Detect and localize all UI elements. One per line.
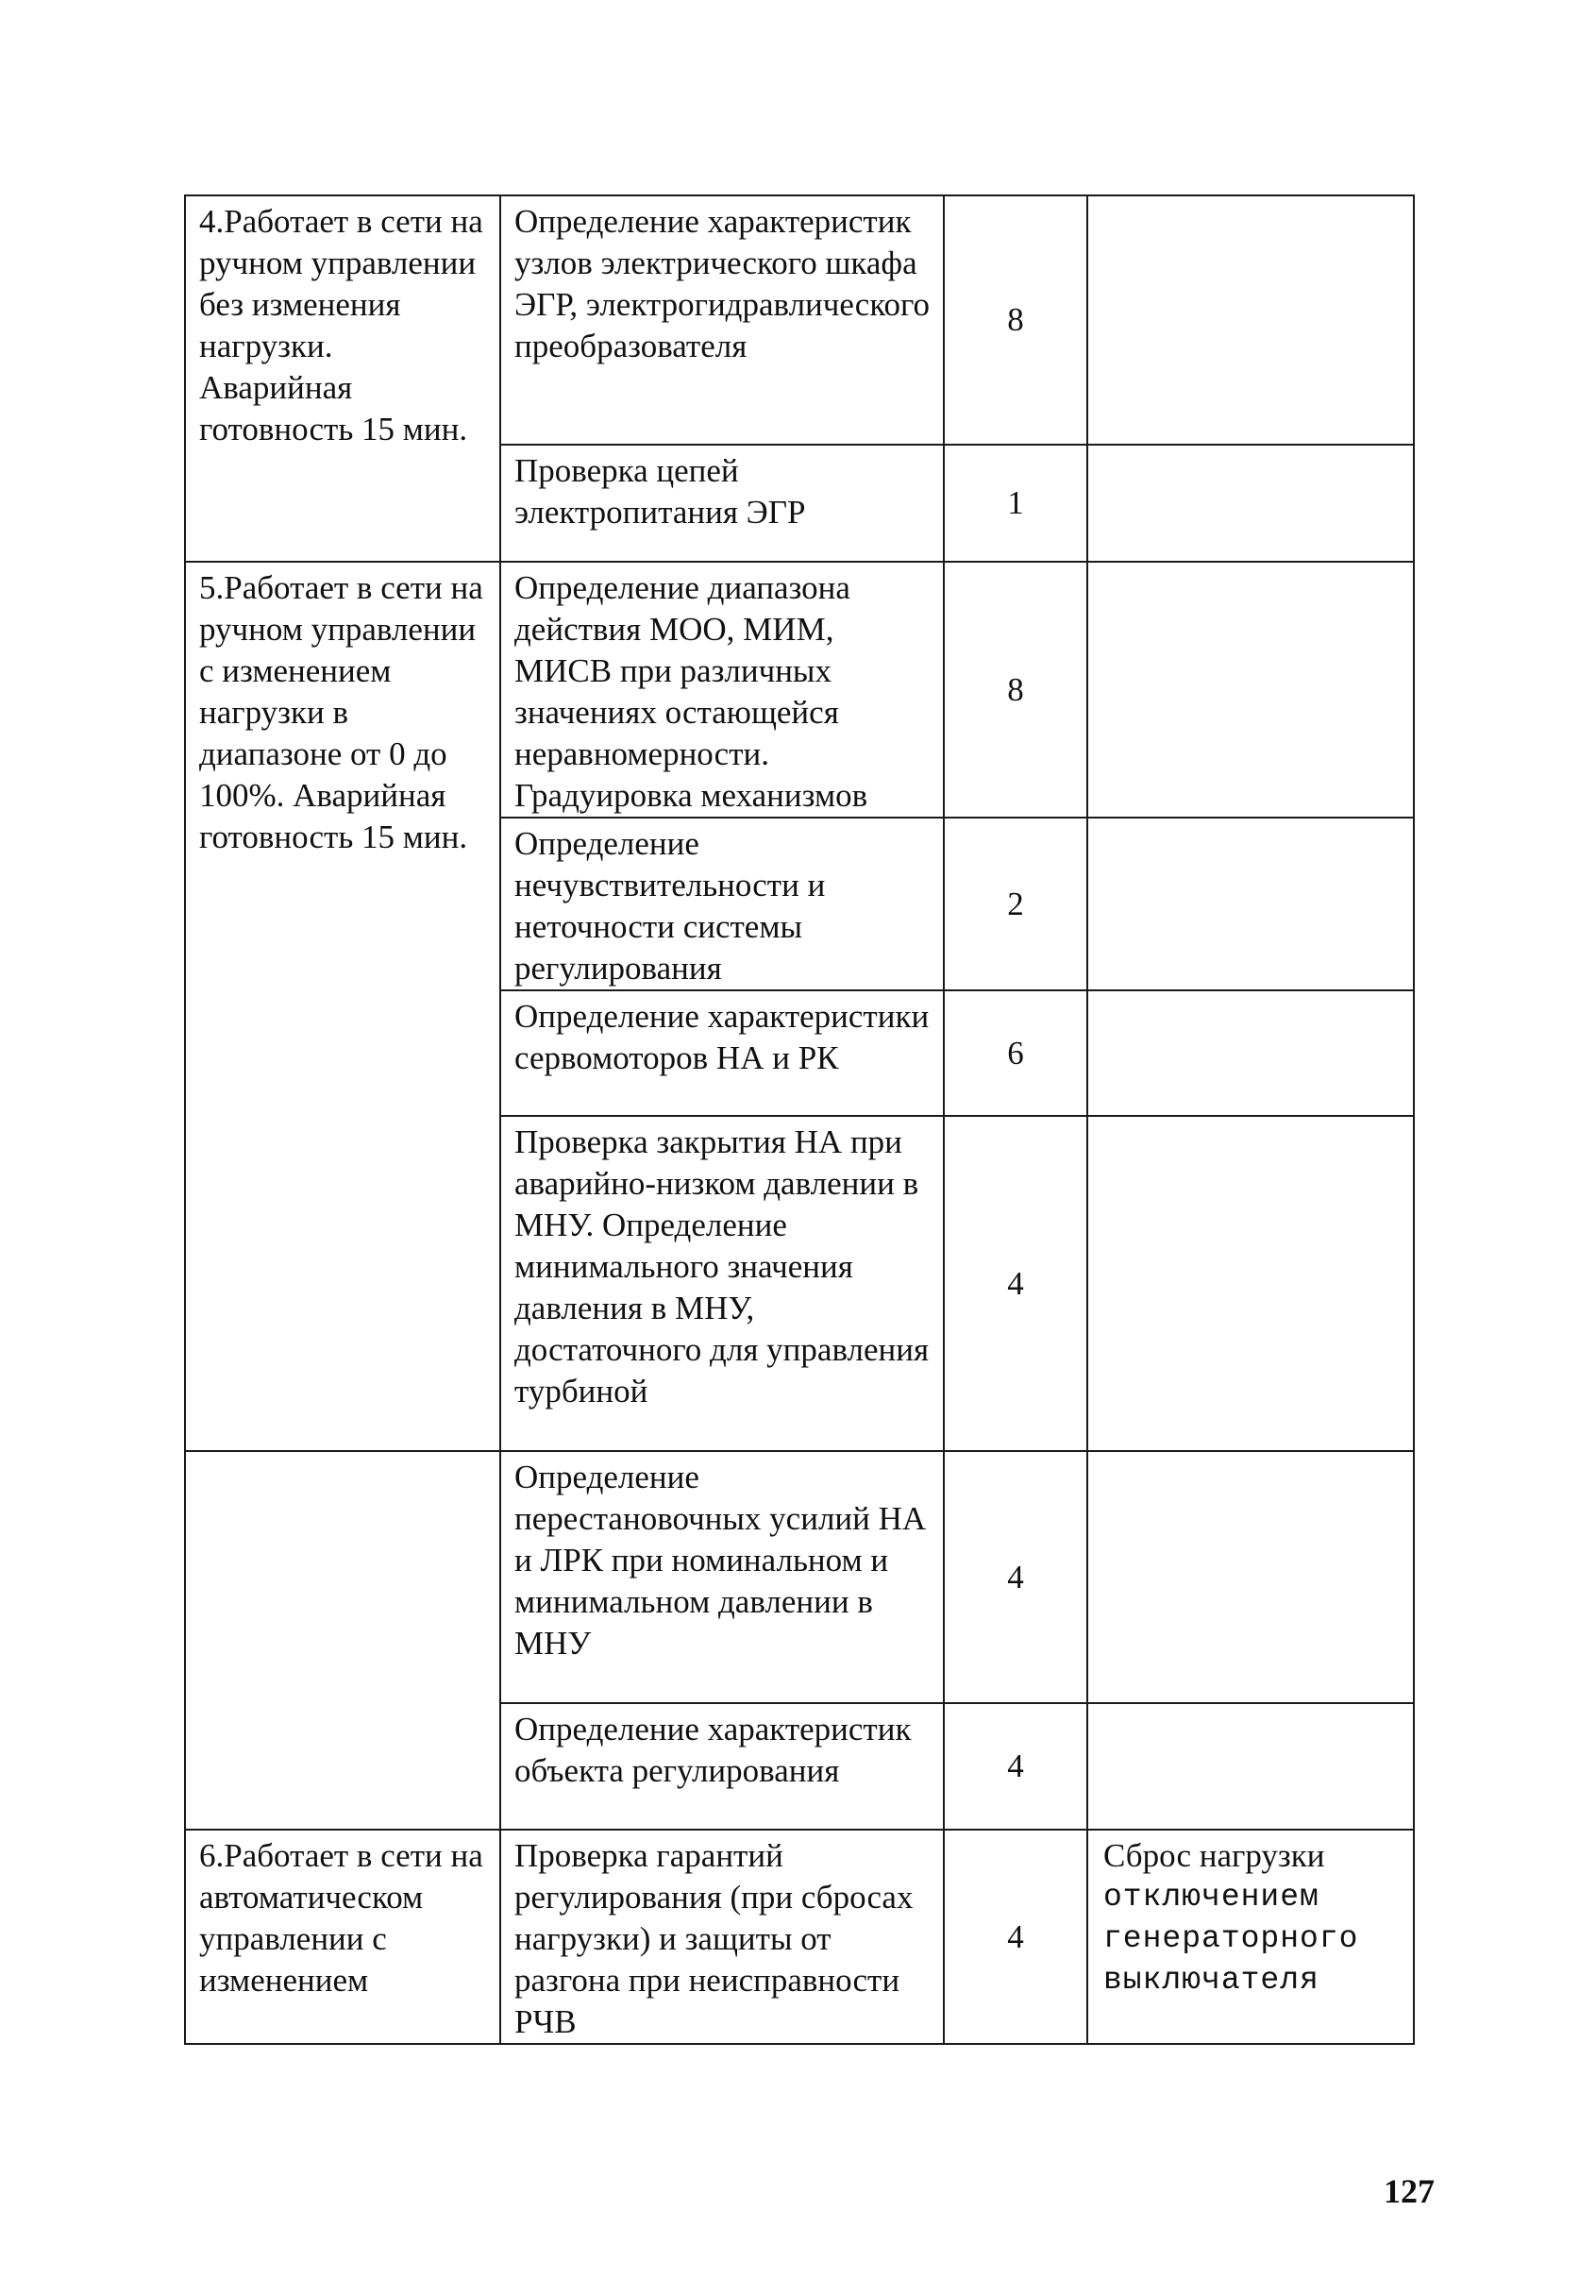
hours-cell: 4: [944, 1116, 1087, 1451]
hours-cell: 1: [944, 445, 1087, 562]
work-cell: Проверка цепей электропитания ЭГР: [500, 445, 944, 562]
stage-cell: 5.Работает в сети на ручном управлении с изменением нагрузки в диапазоне от 0 до 100%. Аварийная готовность 15 мин.: [185, 562, 500, 1451]
note-cell: [1087, 1830, 1414, 2044]
note-line: отключением: [1103, 1880, 1319, 1915]
table-row: [185, 195, 1414, 445]
stage-cell: 6.Работает в сети на автоматическом управлении с изменением: [185, 1830, 500, 2044]
note-cell: [1087, 195, 1414, 445]
stage-cell: [185, 1451, 500, 1830]
note-line: генераторного: [1103, 1921, 1359, 1956]
hours-cell: 8: [944, 562, 1087, 818]
work-cell: Определение диапазона действия МОО, МИМ, МИСВ при различных значениях остающейся неравномерности. Градуировка механизмов: [500, 562, 944, 818]
work-cell: Проверка гарантий регулирования (при сбросах нагрузки) и защиты от разгона при неисправности РЧВ: [500, 1830, 944, 2044]
note-cell: [1087, 1116, 1414, 1451]
note-cell: [1087, 1451, 1414, 1703]
hours-cell: 4: [944, 1703, 1087, 1830]
work-cell: Проверка закрытия НА при аварийно-низком давлении в МНУ. Определение минимального значения давления в МНУ, достаточного для управления турбиной: [500, 1116, 944, 1451]
stage-cell: 4.Работает в сети на ручном управлении без изменения нагрузки. Аварийная готовность 15 мин.: [185, 195, 500, 562]
note-line: выключателя: [1103, 1963, 1319, 1998]
work-cell: Определение характеристик узлов электрического шкафа ЭГР, электрогидравлического преобразователя: [500, 195, 944, 445]
note-line: Сброс нагрузки: [1103, 1837, 1325, 1874]
note-cell: [1087, 445, 1414, 562]
work-cell: Определение характеристики сервомоторов НА и РК: [500, 990, 944, 1116]
hours-cell: 4: [944, 1830, 1087, 2044]
note-cell: [1087, 990, 1414, 1116]
work-cell: Определение нечувствительности и неточности системы регулирования: [500, 818, 944, 990]
work-cell: Определение характеристик объекта регулирования: [500, 1703, 944, 1830]
note-cell: [1087, 818, 1414, 990]
page-number: 127: [1384, 2172, 1435, 2210]
table-row: [185, 1830, 1414, 2044]
note-cell: [1087, 1703, 1414, 1830]
hours-cell: 6: [944, 990, 1087, 1116]
works-table: [184, 194, 1415, 2045]
note-cell: [1087, 562, 1414, 818]
hours-cell: 2: [944, 818, 1087, 990]
table-row: [185, 562, 1414, 818]
hours-cell: 4: [944, 1451, 1087, 1703]
hours-cell: 8: [944, 195, 1087, 445]
work-cell: Определение перестановочных усилий НА и ЛРК при номинальном и минимальном давлении в МНУ: [500, 1451, 944, 1703]
table-row: [185, 1451, 1414, 1703]
